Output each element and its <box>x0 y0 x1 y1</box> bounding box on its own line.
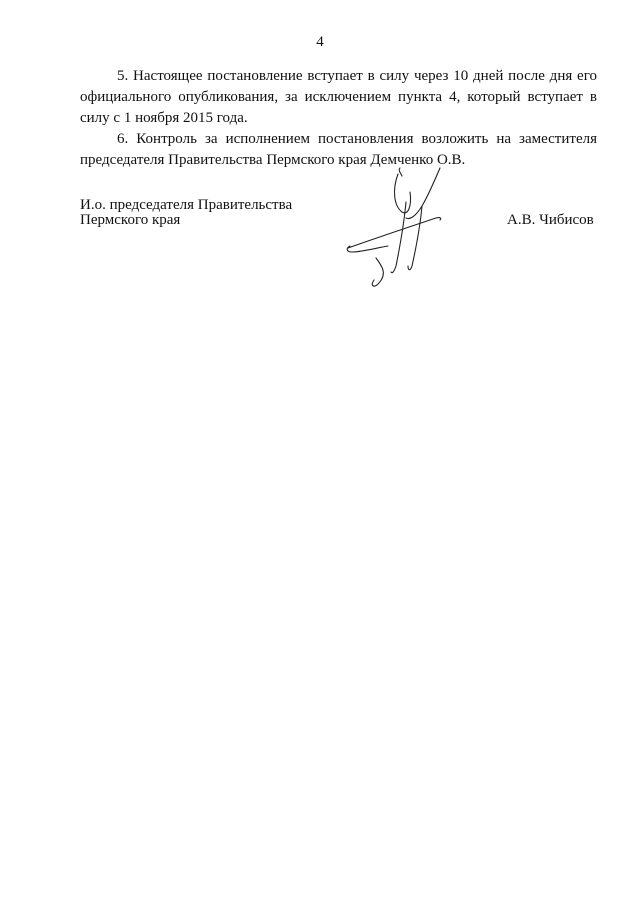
paragraph-5: 5. Настоящее постановление вступает в силу через 10 дней после дня его официального опубликования, за исключением пункта 4, который вступает в силу с 1 ноября 2015 года. <box>80 68 597 126</box>
handwritten-signature-icon <box>336 162 456 290</box>
signatory-position-line2: Пермского края <box>80 212 181 228</box>
document-body <box>80 66 597 171</box>
paragraph-6: 6. Контроль за исполнением постановления возложить на заместителя председателя Правительства Пермского края Демченко О.В. <box>80 131 597 168</box>
signatory-name: А.В. Чибисов <box>507 212 594 228</box>
signatory-position <box>80 198 292 228</box>
signatory-position-line1: И.о. председателя Правительства <box>80 197 293 213</box>
page-number: 4 <box>316 34 324 50</box>
